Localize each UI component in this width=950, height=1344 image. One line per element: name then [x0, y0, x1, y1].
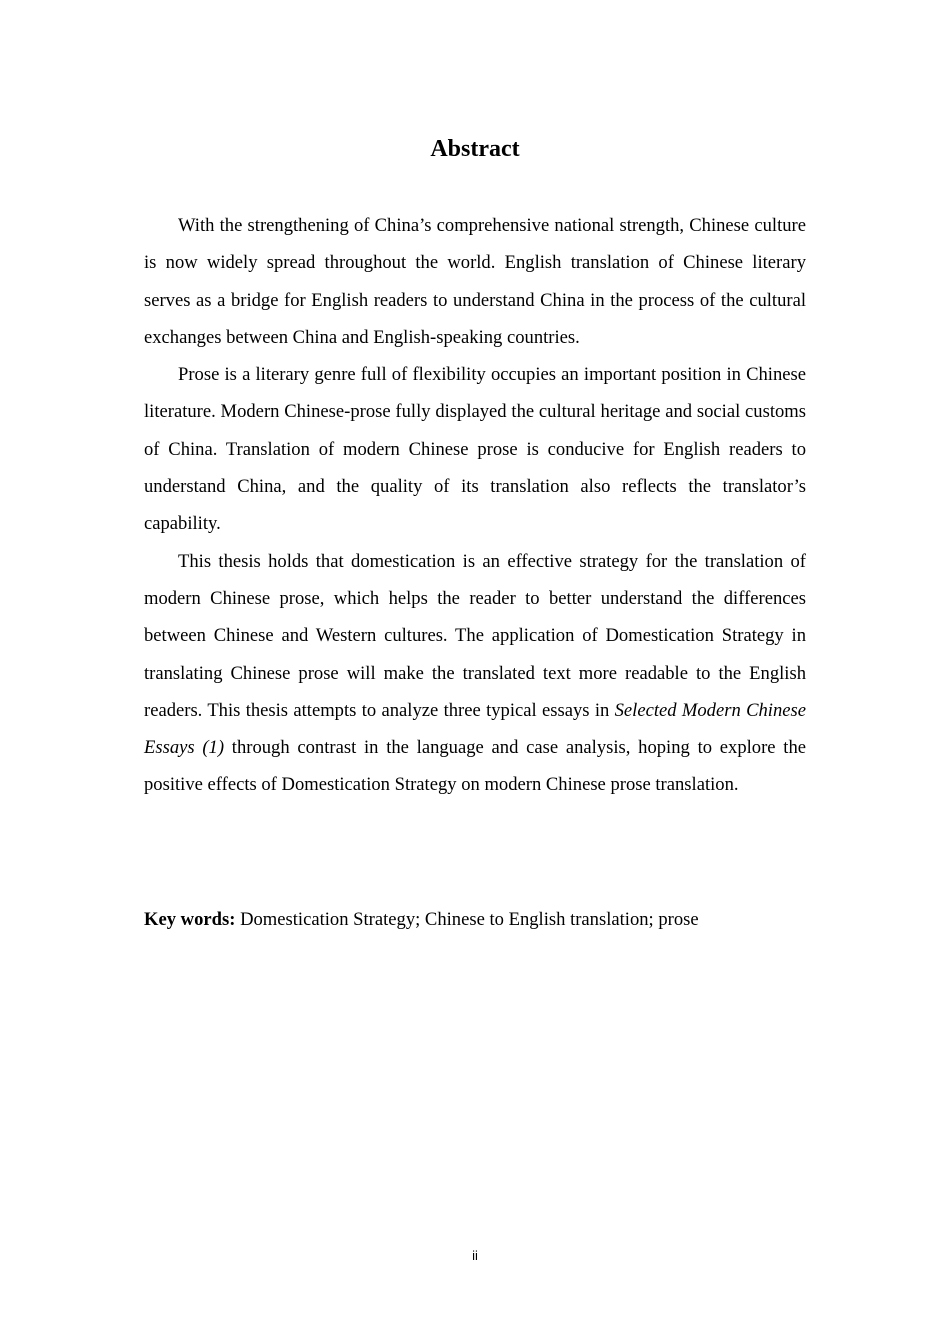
book-title-italic: Selected Modern Chinese Essays (1): [144, 699, 806, 759]
paragraph-text-before-title: This thesis holds that domestication is an effective strategy for the translation of modern Chinese prose, which helps the reader to better understand the differences between Chinese and Western cultures. The application of Domestication Strategy in translating Chinese prose will make the translated text more readable to the English readers. This thesis attempts to analyze three typical essays in: [144, 550, 806, 721]
abstract-title: Abstract: [430, 136, 520, 162]
paragraph-text-after-title: through contrast in the language and case analysis, hoping to explore the positive effects of Domestication Strategy on modern Chinese prose translation.: [144, 737, 806, 796]
abstract-paragraph-2: Prose is a literary genre full of flexibility occupies an important position in Chinese literature. Modern Chinese-prose fully displayed the cultural heritage and social customs of China. Translation of modern Chinese prose is conducive for English readers to understand China, and the quality of its translation also reflects the translator’s capability.: [144, 364, 806, 535]
abstract-paragraph-1: With the strengthening of China’s comprehensive national strength, Chinese culture is now widely spread throughout the world. English translation of Chinese literary serves as a bridge for English readers to understand China in the process of the cultural exchanges between China and English-speaking countries.: [144, 215, 806, 348]
abstract-paragraph-3: [144, 543, 806, 804]
keywords-line: [144, 901, 699, 938]
keywords-label: Key words:: [144, 909, 236, 930]
keywords-value: Domestication Strategy; Chinese to English translation; prose: [235, 909, 699, 930]
abstract-body: [144, 207, 806, 804]
page-number: ii: [472, 1248, 478, 1263]
